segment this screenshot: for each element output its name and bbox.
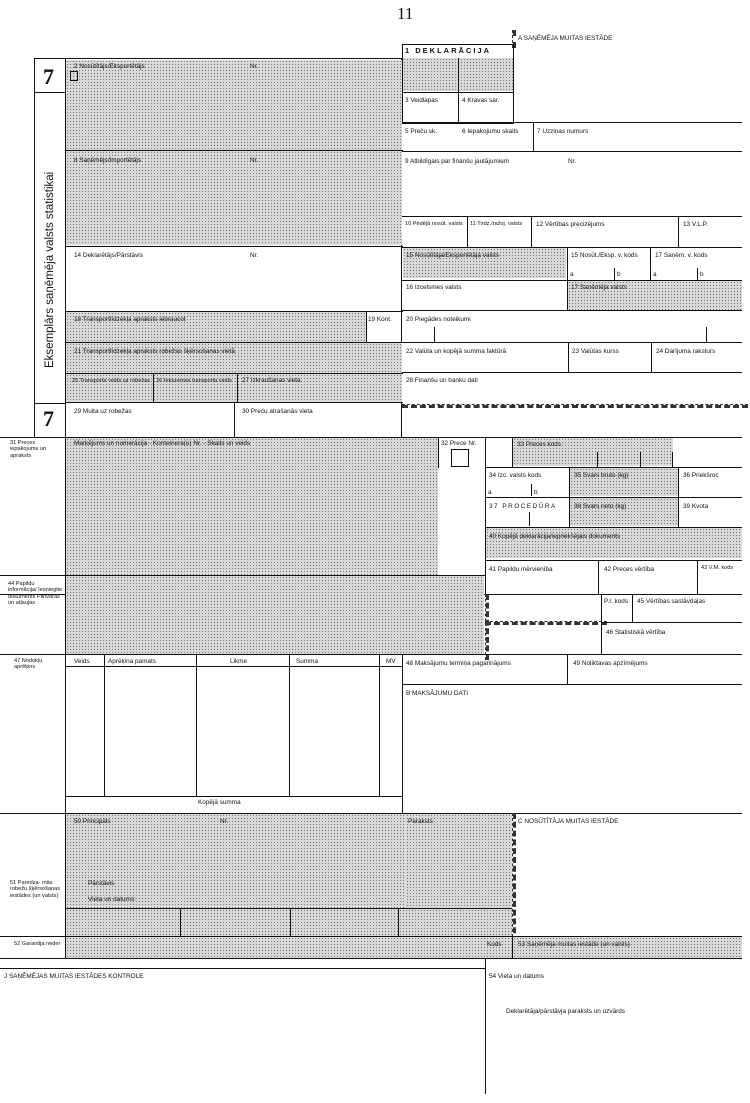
divider-22-28 (402, 372, 742, 373)
box43-label: 43 V.M. kods (701, 565, 734, 571)
box44-dashed-right (485, 594, 489, 660)
box32-item-field[interactable] (451, 449, 469, 467)
divider-20-22 (402, 342, 742, 343)
box28-dashed (402, 404, 748, 408)
box54-declarant-sign: Deklarētāja/pārstāvja paraksts un uzvārds (506, 1008, 625, 1015)
box38-label: 38 Svars neto (kg) (574, 503, 627, 510)
box37-split (529, 512, 530, 526)
calc-header-base: Aprēķina pamats (108, 658, 156, 665)
box4-label: 4 Kravas sar. (462, 97, 500, 104)
box44-label: 44 Papildu informācija/ Iesniegtie dokumenti/ Pilnvaras un atļaujas (8, 581, 63, 607)
box52-shading (66, 937, 512, 958)
calc-header-mv: MV (386, 658, 396, 665)
calc-col2 (196, 654, 197, 796)
box30-label: 30 Preču atrašanās vieta (242, 408, 313, 415)
declaration-mid-line (458, 58, 459, 124)
box44-shading (66, 576, 484, 654)
box48-label: 48 Maksājumu termiņa pagarinājums (406, 660, 511, 667)
box52-code: Kods (487, 941, 502, 948)
divider-pi-45 (632, 594, 633, 622)
box15-label: 15 Nosūtītāja/Eksportētāja valsts (406, 252, 500, 259)
divider-6-7 (533, 122, 534, 151)
divider-4-5 (402, 122, 742, 123)
box20-label: 20 Piegādes noteikumi (406, 316, 471, 323)
divider-41-42 (598, 560, 599, 594)
box23-label: 23 Valūtas kurss (572, 348, 619, 355)
divider-decl-3 (402, 92, 514, 93)
copy-purpose-label: Eksemplārs saņēmēja valsts statistikai (44, 171, 56, 368)
box50-nr: Nr. (220, 818, 229, 825)
box5-label: 5 Preču sk. (405, 128, 437, 135)
divider-9-10 (402, 216, 742, 217)
box47-right-line (402, 654, 403, 814)
box51-label: 51 Paredza- mās robežu šķērsošanas iestādes (un valsts) (10, 880, 61, 899)
copy-bottom-divider (34, 403, 65, 404)
calc-header-line (65, 666, 402, 667)
box2-shading (66, 60, 402, 150)
box17-code-label: 17 Saņēm. v. kods (655, 252, 708, 259)
box34-label: 34 Izc. valsts kods (489, 472, 542, 479)
box11-label: 11 Tirdz./ražoj. valsts (470, 221, 523, 227)
box2-label: 2 Nosūtītājs/Eksportētājs (74, 63, 145, 70)
divider-29-30 (234, 402, 235, 438)
box17-a: a (653, 271, 657, 278)
copy-number-bottom: 7 (43, 406, 54, 431)
box22-label: 22 Valūta un kopējā summa faktūrā (406, 348, 507, 355)
box47-label: 47 Nodokļu aprēķins (14, 658, 43, 671)
box42-label: 42 Preces vērtība (604, 566, 655, 573)
divider-48-49 (567, 654, 568, 684)
box12-label: 12 Vērtības precizējums (536, 221, 605, 228)
box16-label: 16 Izcelsmes valsts (406, 284, 462, 291)
box17-label: 17 Saņēmēja valsts (571, 284, 627, 291)
box8-nr: Nr. (250, 157, 259, 164)
calc-header-sum: Summa (296, 658, 319, 665)
copy-top-divider (34, 92, 65, 93)
calc-total-line (65, 796, 402, 797)
box19-label: 19 Kont. (368, 316, 392, 323)
box39-label: 39 Kvota (683, 503, 709, 510)
box20-tick2 (706, 327, 707, 342)
calc-col1 (104, 654, 105, 796)
box46-label: 46 Statistiskā vērtība (606, 629, 666, 636)
box7-label: 7 Uzziņas numurs (537, 128, 589, 135)
box50-represented: Pārstāvis (88, 880, 115, 887)
box20-tick1 (434, 327, 435, 342)
box3-label: 3 Veidlapas (405, 97, 439, 104)
divider-12-13 (678, 216, 679, 247)
box13-label: 13 V.L.P. (683, 221, 708, 228)
box54-left-line (485, 958, 486, 1094)
box9-nr: Nr. (568, 158, 577, 165)
box33-tick3 (672, 452, 673, 467)
box33-tick2 (640, 452, 641, 467)
divider-15code-17code (650, 247, 651, 280)
box50-signature: Paraksts (408, 818, 433, 825)
box40-label: 40 Kopējā deklarācija/iepriekšējais dokuments (489, 533, 621, 540)
divider-42-43 (697, 560, 698, 594)
box36-label: 36 Priekšroc (683, 472, 719, 479)
divider-44-47 (0, 654, 742, 655)
divider-11-12 (531, 216, 532, 247)
route-col1 (180, 908, 181, 936)
divider-22-23 (568, 342, 569, 372)
box2-checkbox[interactable] (70, 71, 78, 81)
box29-label: 29 Muita uz robežas (74, 408, 132, 415)
box10-label: 10 Pēdējā nosūt. valsts (405, 221, 463, 227)
calc-col3 (289, 654, 290, 796)
box15-a: a (570, 271, 574, 278)
box41-label: 41 Papildu mērvienība (489, 566, 553, 573)
box18-label: 18 Transportlīdzekļa apraksts iebraucot (74, 316, 186, 323)
box21-label: 21 Transportlīdzekļa apraksts robežas šķērsošanas vietā (74, 348, 235, 355)
box34-b: b (534, 489, 538, 496)
calc-header-type: Veids (74, 658, 90, 665)
box32-label: 32 Prece Nr. (441, 440, 477, 447)
divider-10-11 (467, 216, 468, 247)
box25-label: 25 Transporta veids uz robežas (72, 378, 151, 384)
divider-52-j (0, 958, 742, 959)
box26-label: 26 Iekšzemes transporta veids (156, 378, 232, 384)
page-number: 11 (397, 4, 414, 23)
box47-left-line (65, 654, 66, 814)
box34-a: a (488, 489, 492, 496)
box53-label: 53 Saņēmēja muitas iestāde (un valsts) (518, 941, 630, 948)
box45-left-line (601, 594, 602, 654)
box34-ab-split (531, 484, 532, 496)
calc-header-rate: Likme (230, 658, 248, 665)
box17-ab-split (697, 268, 698, 280)
divider-23-24 (651, 342, 652, 372)
divider-40-41 (485, 560, 742, 561)
box-a-label: A SAŅĒMĒJA MUITAS IESTĀDE (518, 35, 613, 42)
box31-marks: Marķējums un numerācija - Konteinera(u) Nr. - Skaits un veids (74, 440, 251, 447)
divider-8-14 (65, 246, 403, 247)
box31-shading (66, 438, 438, 593)
box-c-label: C NOSŪTĪTĀJA MUITAS IESTĀDE (518, 818, 619, 825)
box-b-label: B MAKSĀJUMU DATI (406, 690, 469, 697)
box15-ab-split (614, 268, 615, 280)
box17-b: b (700, 271, 704, 278)
box6-label: 6 Iepakojumu skaits (462, 128, 519, 135)
divider-16-20 (402, 310, 742, 311)
copy-number-top: 7 (43, 64, 54, 89)
calc-total-label: Kopējā summa (198, 799, 241, 806)
box44-dashed-mid (485, 621, 607, 625)
box15-code-label: 15 Nosūt./Eksp. v. kods (571, 252, 638, 259)
box50-place-date: Vieta un datums: (88, 896, 136, 903)
box15-b: b (617, 271, 621, 278)
box27-label: 27 Izkraušanas vieta (242, 377, 301, 384)
box49-label: 49 Noliktavas apzīmējums (573, 660, 648, 667)
box8-label: 8 Saņēmējs/Importētājs (74, 157, 142, 164)
calc-col4 (379, 654, 380, 796)
box28-label: 28 Finanšu un banku dati (406, 377, 478, 384)
box-j-line (0, 968, 485, 969)
box9-label: 9 Atbildīgais par finanšu jautājumiem (405, 158, 510, 165)
declaration-label: 1 DEKLARĀCIJA (405, 46, 492, 55)
box37-label: 37 PROCEDŪRA (489, 503, 557, 510)
route-col3 (398, 908, 399, 936)
box24-label: 24 Darījuma raksturs (656, 348, 716, 355)
box50-label: 50 Principāls (74, 818, 111, 825)
goods-right-col-line (485, 437, 486, 595)
box14-label: 14 Deklarētājs/Pārstāvis (74, 252, 143, 259)
divider-45-46 (601, 622, 742, 623)
box33-left-line (512, 437, 513, 468)
box-c-dashed (512, 813, 516, 942)
box45-label: 45 Vērtības sastāvdaļas (637, 598, 706, 605)
box50-shading (66, 814, 406, 876)
divider-7-9 (402, 151, 742, 152)
box52-label: 52 Garantija neder (14, 941, 61, 947)
divider-18-19 (366, 311, 367, 343)
box31-label: 31 Preces iepakojums un apraksts (10, 440, 47, 459)
divider-48-b (402, 684, 742, 685)
box44-pi-label: P.I. kods (604, 598, 629, 605)
divider-25-26 (153, 373, 154, 403)
box51-routes-shading (66, 909, 512, 936)
box33-tick1 (597, 452, 598, 467)
box51-shading (66, 876, 406, 908)
divider-31-32 (438, 437, 439, 468)
box14-nr: Nr. (250, 252, 259, 259)
box54-label: 54 Vieta un datums (489, 973, 544, 980)
divider-26-27 (237, 373, 238, 403)
box-j-label: J SAŅĒMĒJAS MUITAS IESTĀDES KONTROLE (4, 973, 144, 980)
box8-shading (66, 151, 402, 245)
route-col2 (290, 908, 291, 936)
box35-label: 35 Svars bruto (kg) (574, 472, 629, 479)
box2-nr: Nr. (250, 63, 259, 70)
box33-label: 33 Preces kods (517, 441, 562, 448)
